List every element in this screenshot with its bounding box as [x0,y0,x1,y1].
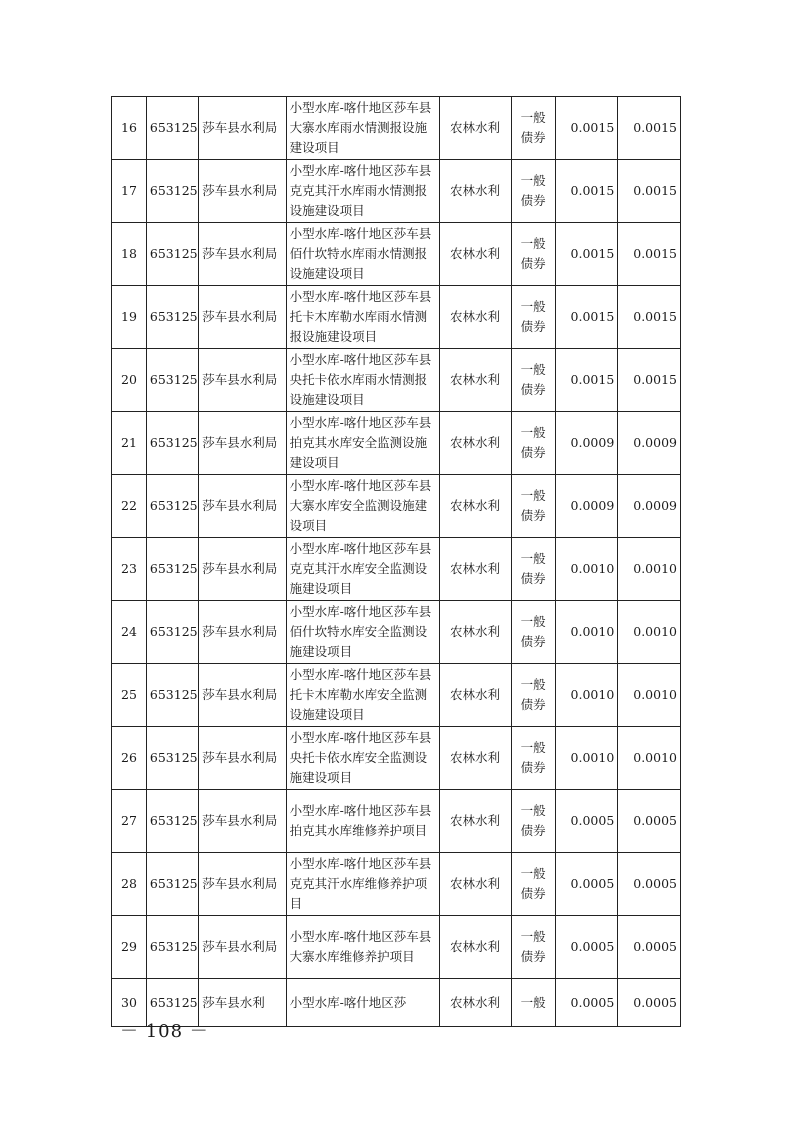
region-code-cell: 653125 [146,916,198,979]
amount-b-cell: 0.0010 [618,601,681,664]
project-name-cell: 小型水库-喀什地区莎车县佰什坎特水库雨水情测报设施建设项目 [286,223,439,286]
department-cell: 莎车县水利局 [199,538,286,601]
project-name-cell: 小型水库-喀什地区莎车县克克其汗水库安全监测设施建设项目 [286,538,439,601]
department-cell: 莎车县水利局 [199,475,286,538]
sector-cell: 农林水利 [439,412,511,475]
bond-type-cell: 一般债券 [511,286,555,349]
amount-a-cell: 0.0005 [555,853,618,916]
row-number-cell: 28 [112,853,147,916]
project-table [111,96,681,1027]
project-name-cell: 小型水库-喀什地区莎车县克克其汗水库雨水情测报设施建设项目 [286,160,439,223]
department-cell: 莎车县水利局 [199,853,286,916]
table-row [112,853,681,916]
region-code-cell: 653125 [146,349,198,412]
bond-type-cell: 一般债券 [511,601,555,664]
amount-a-cell: 0.0010 [555,664,618,727]
sector-cell: 农林水利 [439,790,511,853]
sector-cell: 农林水利 [439,601,511,664]
bond-type-cell: 一般债券 [511,349,555,412]
amount-a-cell: 0.0015 [555,160,618,223]
project-name-cell: 小型水库-喀什地区莎车县托卡木库勒水库雨水情测报设施建设项目 [286,286,439,349]
table-row [112,286,681,349]
table-body [112,97,681,1027]
region-code-cell: 653125 [146,664,198,727]
project-name-cell: 小型水库-喀什地区莎车县拍克其水库安全监测设施建设项目 [286,412,439,475]
sector-cell: 农林水利 [439,727,511,790]
table-row [112,916,681,979]
table-row [112,538,681,601]
row-number-cell: 27 [112,790,147,853]
row-number-cell: 21 [112,412,147,475]
amount-b-cell: 0.0010 [618,727,681,790]
project-name-cell: 小型水库-喀什地区莎车县大寨水库维修养护项目 [286,916,439,979]
bond-type-cell: 一般债券 [511,223,555,286]
amount-a-cell: 0.0009 [555,475,618,538]
project-name-cell: 小型水库-喀什地区莎车县大寨水库雨水情测报设施建设项目 [286,97,439,160]
sector-cell: 农林水利 [439,979,511,1027]
region-code-cell: 653125 [146,853,198,916]
bond-type-cell: 一般 [511,979,555,1027]
region-code-cell: 653125 [146,790,198,853]
region-code-cell: 653125 [146,223,198,286]
amount-b-cell: 0.0015 [618,286,681,349]
department-cell: 莎车县水利局 [199,160,286,223]
table-row [112,664,681,727]
department-cell: 莎车县水利局 [199,412,286,475]
amount-b-cell: 0.0015 [618,160,681,223]
department-cell: 莎车县水利局 [199,286,286,349]
sector-cell: 农林水利 [439,97,511,160]
amount-b-cell: 0.0009 [618,475,681,538]
bond-type-cell: 一般债券 [511,538,555,601]
sector-cell: 农林水利 [439,286,511,349]
region-code-cell: 653125 [146,475,198,538]
row-number-cell: 26 [112,727,147,790]
department-cell: 莎车县水利局 [199,727,286,790]
amount-b-cell: 0.0005 [618,790,681,853]
row-number-cell: 22 [112,475,147,538]
bond-type-cell: 一般债券 [511,853,555,916]
table-row [112,223,681,286]
sector-cell: 农林水利 [439,475,511,538]
sector-cell: 农林水利 [439,916,511,979]
table-row [112,601,681,664]
table-row [112,790,681,853]
amount-b-cell: 0.0005 [618,916,681,979]
department-cell: 莎车县水利局 [199,790,286,853]
bond-type-cell: 一般债券 [511,916,555,979]
row-number-cell: 24 [112,601,147,664]
sector-cell: 农林水利 [439,853,511,916]
amount-a-cell: 0.0010 [555,538,618,601]
department-cell: 莎车县水利局 [199,601,286,664]
department-cell: 莎车县水利局 [199,664,286,727]
table-row [112,97,681,160]
bond-type-cell: 一般债券 [511,790,555,853]
bond-type-cell: 一般债券 [511,97,555,160]
amount-b-cell: 0.0005 [618,979,681,1027]
table-row [112,160,681,223]
row-number-cell: 30 [112,979,147,1027]
bond-type-cell: 一般债券 [511,727,555,790]
bond-type-cell: 一般债券 [511,412,555,475]
project-name-cell: 小型水库-喀什地区莎车县克克其汗水库维修养护项目 [286,853,439,916]
bond-type-cell: 一般债券 [511,475,555,538]
department-cell: 莎车县水利局 [199,916,286,979]
amount-b-cell: 0.0009 [618,412,681,475]
region-code-cell: 653125 [146,160,198,223]
row-number-cell: 20 [112,349,147,412]
project-name-cell: 小型水库-喀什地区莎车县央托卡依水库雨水情测报设施建设项目 [286,349,439,412]
row-number-cell: 17 [112,160,147,223]
sector-cell: 农林水利 [439,349,511,412]
row-number-cell: 18 [112,223,147,286]
amount-a-cell: 0.0010 [555,601,618,664]
amount-b-cell: 0.0010 [618,664,681,727]
amount-a-cell: 0.0010 [555,727,618,790]
sector-cell: 农林水利 [439,160,511,223]
project-name-cell: 小型水库-喀什地区莎车县拍克其水库维修养护项目 [286,790,439,853]
amount-b-cell: 0.0010 [618,538,681,601]
project-name-cell: 小型水库-喀什地区莎车县大寨水库安全监测设施建设项目 [286,475,439,538]
row-number-cell: 29 [112,916,147,979]
sector-cell: 农林水利 [439,223,511,286]
amount-b-cell: 0.0015 [618,97,681,160]
amount-b-cell: 0.0005 [618,853,681,916]
sector-cell: 农林水利 [439,664,511,727]
sector-cell: 农林水利 [439,538,511,601]
amount-a-cell: 0.0015 [555,223,618,286]
page-number: － 108 － [120,1021,209,1042]
amount-a-cell: 0.0005 [555,790,618,853]
amount-a-cell: 0.0015 [555,97,618,160]
region-code-cell: 653125 [146,97,198,160]
project-name-cell: 小型水库-喀什地区莎车县佰什坎特水库安全监测设施建设项目 [286,601,439,664]
row-number-cell: 23 [112,538,147,601]
department-cell: 莎车县水利 [199,979,286,1027]
table-row [112,412,681,475]
department-cell: 莎车县水利局 [199,349,286,412]
row-number-cell: 25 [112,664,147,727]
table-row [112,727,681,790]
region-code-cell: 653125 [146,979,198,1027]
row-number-cell: 16 [112,97,147,160]
project-name-cell: 小型水库-喀什地区莎车县托卡木库勒水库安全监测设施建设项目 [286,664,439,727]
project-name-cell: 小型水库-喀什地区莎 [286,979,439,1027]
region-code-cell: 653125 [146,538,198,601]
table-row [112,475,681,538]
amount-a-cell: 0.0009 [555,412,618,475]
bond-type-cell: 一般债券 [511,160,555,223]
department-cell: 莎车县水利局 [199,223,286,286]
bond-type-cell: 一般债券 [511,664,555,727]
amount-b-cell: 0.0015 [618,223,681,286]
amount-a-cell: 0.0015 [555,286,618,349]
amount-a-cell: 0.0005 [555,979,618,1027]
region-code-cell: 653125 [146,286,198,349]
amount-a-cell: 0.0015 [555,349,618,412]
amount-b-cell: 0.0015 [618,349,681,412]
region-code-cell: 653125 [146,727,198,790]
table-row [112,349,681,412]
amount-a-cell: 0.0005 [555,916,618,979]
department-cell: 莎车县水利局 [199,97,286,160]
row-number-cell: 19 [112,286,147,349]
region-code-cell: 653125 [146,601,198,664]
region-code-cell: 653125 [146,412,198,475]
project-name-cell: 小型水库-喀什地区莎车县央托卡依水库安全监测设施建设项目 [286,727,439,790]
